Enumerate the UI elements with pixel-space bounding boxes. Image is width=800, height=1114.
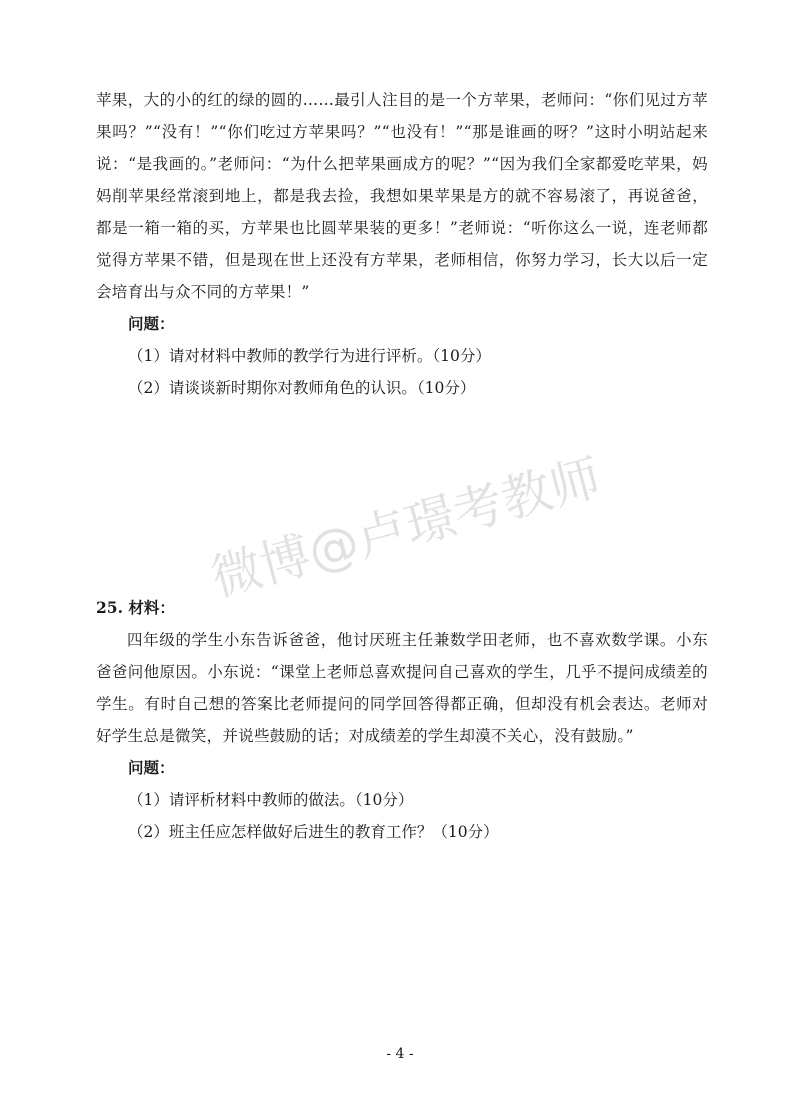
q25-question-1: （1）请评析材料中教师的做法。（10分） [128, 791, 414, 809]
q24-question-2: （2）请谈谈新时期你对教师角色的认识。（10分） [128, 379, 476, 397]
q25-question-2: （2）班主任应怎样做好后进生的教育工作？（10分） [128, 823, 499, 841]
q24-question-1: （1）请对材料中教师的教学行为进行评析。（10分） [128, 347, 491, 365]
q24-material-continuation: 苹果，大的小的红的绿的圆的……最引人注目的是一个方苹果，老师问：“你们见过方苹果吗？”“没有！”“你们吃过方苹果吗？”“也没有！”“那是谁画的呀？”这时小明站起来说：“是我画的。”老师问：“为什么把苹果画成方的呢？”“因为我们全家都爱吃苹果，妈妈削苹果经常滚到地上，都是我去捡，我想如果苹果是方的就不容易滚了，再说爸爸，都是一箱一箱的买，方苹果也比圆苹果装的更多！”老师说：“听你这么一说，连老师都觉得方苹果不错，但是现在世上还没有方苹果，老师相信，你努力学习，长大以后一定会培育出与众不同的方苹果！” [96, 91, 708, 301]
q25-question-label: 问题： [128, 758, 175, 777]
q25-material: 四年级的学生小东告诉爸爸，他讨厌班主任兼数学田老师，也不喜欢数学课。小东爸爸问他原因。小东说：“课堂上老师总喜欢提问自己喜欢的学生，几乎不提问成绩差的学生。有时自己想的答案比老师提问的同学回答得都正确，但却没有机会表达。老师对好学生总是微笑，并说些鼓励的话；对成绩差的学生却漠不关心，没有鼓励。” [96, 631, 708, 745]
q24-question-label: 问题： [128, 314, 175, 333]
q25-heading: 25. 材料： [96, 598, 175, 617]
page-number: - 4 - [386, 1046, 414, 1062]
watermark-text: 微博@卢璟考教师 [205, 448, 607, 608]
